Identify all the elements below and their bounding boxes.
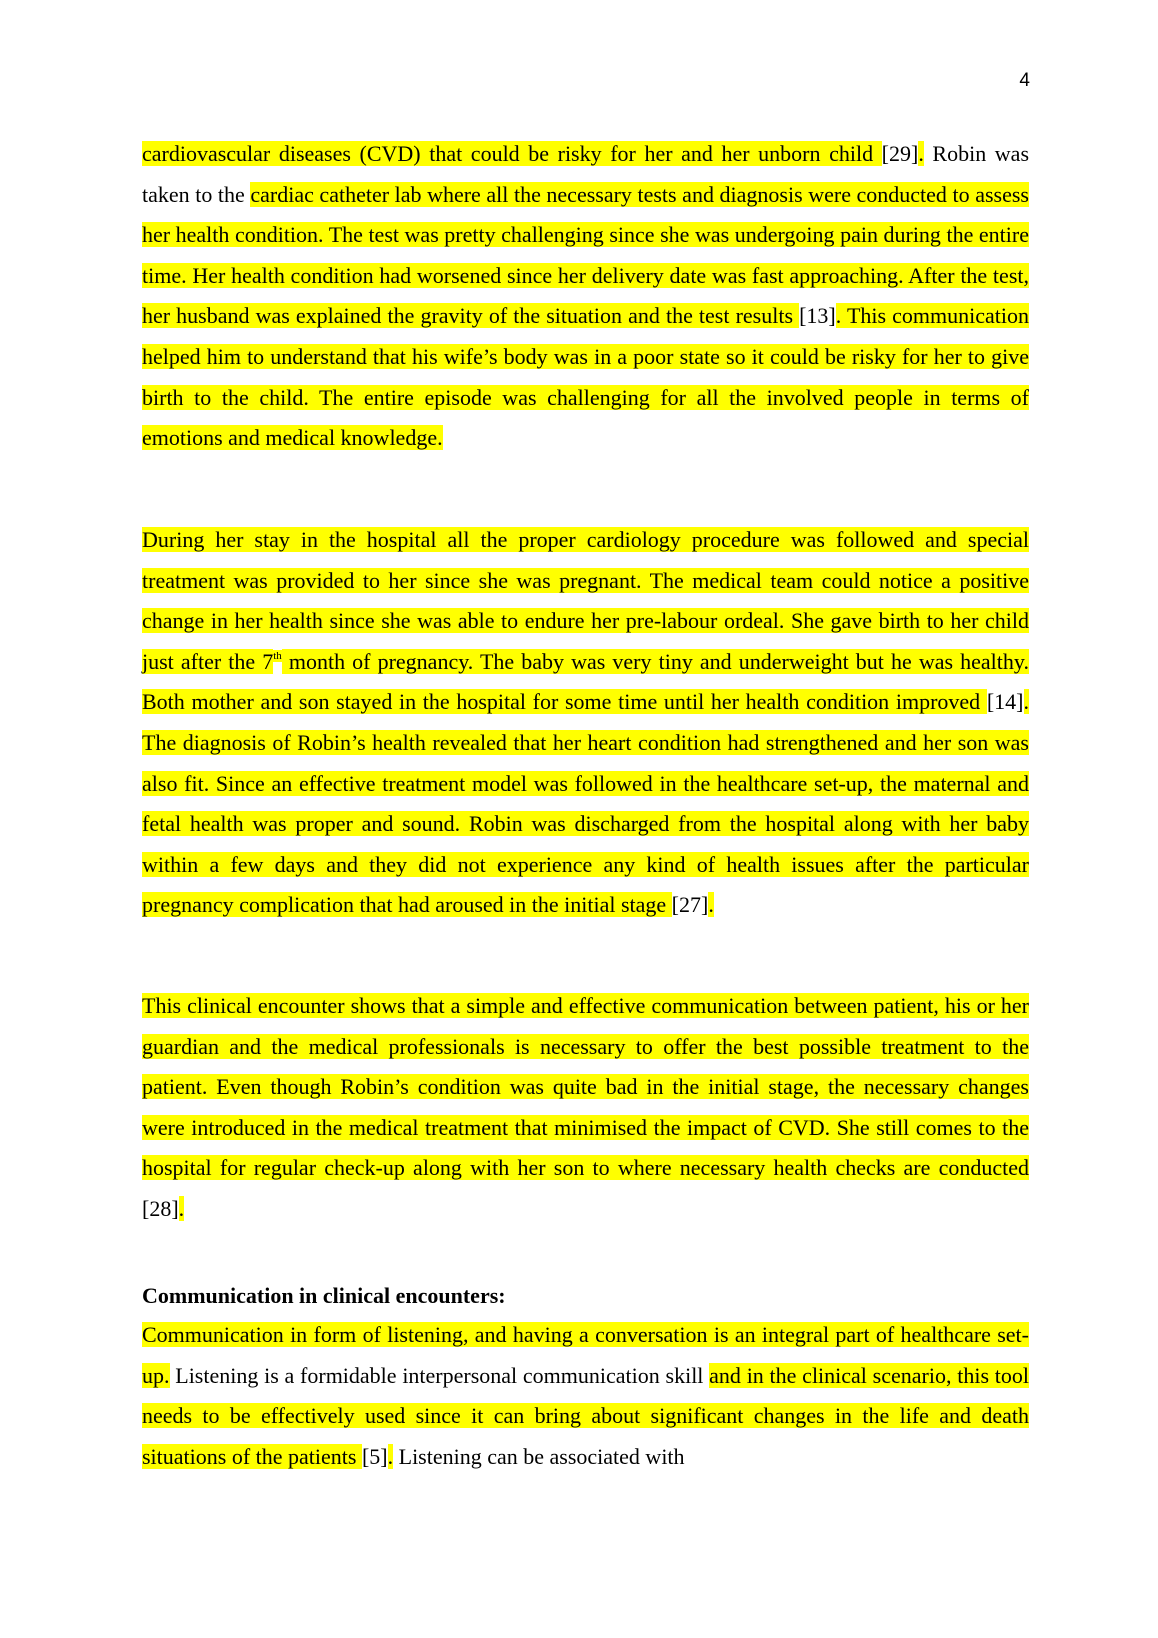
paragraph-text <box>142 986 1029 1230</box>
highlighted-text: and in the clinical scenario, this tool needs to be effectively used since it can bring about significant changes in the life and death situations of the patients <box>142 1362 1029 1469</box>
paragraph-text <box>142 1315 1029 1477</box>
highlighted-text: cardiac catheter lab where all the necessary tests and diagnosis were conducted to assess her health condition. The test was pretty challenging since she was undergoing pain during the entire time. Her health condition had worsened since her delivery date was fast approaching. After the test, her husband was explained the gravity of the situation and the test results <box>142 181 1029 329</box>
highlighted-text: . <box>918 141 924 166</box>
highlighted-text: . <box>178 1195 185 1221</box>
plain-text: Listening is a formidable interpersonal communication skill <box>169 1362 710 1388</box>
paragraph-text <box>142 134 1029 459</box>
paragraph-3 <box>142 986 1029 1230</box>
citation: [29] <box>881 141 919 166</box>
highlighted-text: Communication in form of listening, and having a conversation is an integral part of healthcare set-up. <box>142 1322 1029 1388</box>
citation: [27] <box>671 892 709 918</box>
highlighted-text: During her stay in the hospital all the proper cardiology procedure was followed and special treatment was provided to her since she was pregnant. The medical team could notice a positive change in her health since she was able to endure her pre-labour ordeal. She gave birth to her child just after the 7 <box>142 527 1029 674</box>
citation: [13] <box>799 303 836 329</box>
highlighted-text: month of pregnancy. The baby was very tiny and underweight but he was healthy. Both mother and son stayed in the hospital for some time until her health condition improved <box>142 648 1029 715</box>
paragraph-2 <box>142 520 1029 926</box>
highlighted-text: . This communication helped him to understand that his wife’s body was in a poor state so it could be risky for her to give birth to the child. The entire episode was challenging for all the involved people in terms of emotions and medical knowledge. <box>142 303 1029 451</box>
page-number: 4 <box>1019 70 1030 91</box>
highlighted-text: . The diagnosis of Robin’s health revealed that her heart condition had strengthened and her son was also fit. Since an effective treatment model was followed in the healthcare set-up, the maternal and fetal health was proper and sound. Robin was discharged from the hospital along with her baby within a few days and they did not experience any kind of health issues after the particular pregnancy complication that had aroused in the initial stage <box>142 689 1029 918</box>
highlighted-text: This clinical encounter shows that a simple and effective communication between patient, his or her guardian and the medical professionals is necessary to offer the best possible treatment to the patient. Even though Robin’s condition was quite bad in the initial stage, the necessary changes were introduced in the medical treatment that minimised the impact of CVD. She still comes to the hospital for regular check-up along with her son to where necessary health checks are conducted <box>142 993 1029 1181</box>
section-heading: Communication in clinical encounters: <box>142 1283 506 1308</box>
citation: [28] <box>142 1195 179 1221</box>
paragraph-1 <box>142 134 1029 459</box>
citation: [5] <box>361 1443 388 1469</box>
highlighted-text: cardiovascular diseases (CVD) that could be risky for her and her unborn child <box>142 141 882 166</box>
highlighted-text: th <box>273 649 282 662</box>
paragraph-text <box>142 520 1029 926</box>
highlighted-text: . <box>708 892 714 918</box>
citation: [14] <box>986 689 1024 715</box>
plain-text: Listening can be associated with <box>393 1443 685 1469</box>
plain-text: Robin was taken to the <box>142 141 1030 207</box>
paragraph-4 <box>142 1315 1029 1477</box>
highlighted-text: . <box>387 1443 394 1469</box>
